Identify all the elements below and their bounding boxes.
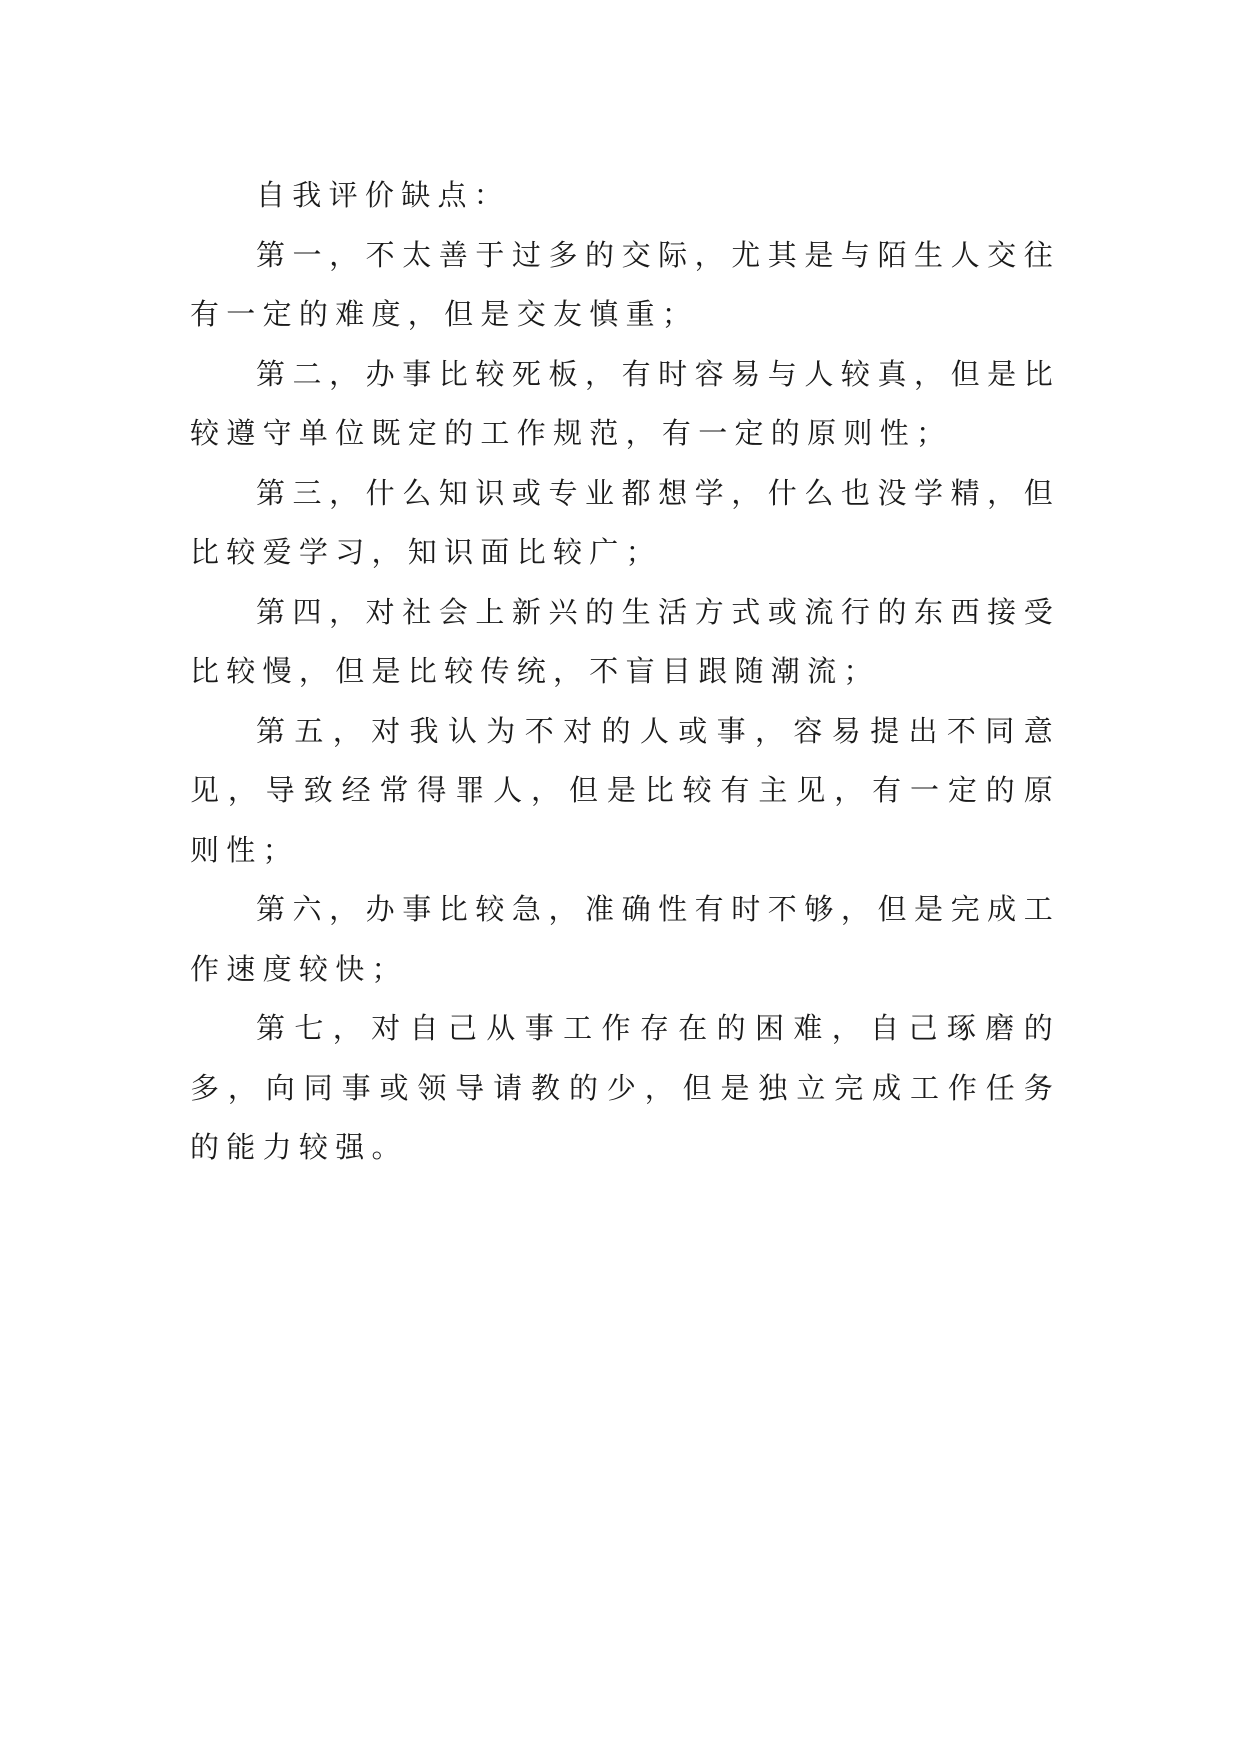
paragraph-3: 第三，什么知识或专业都想学，什么也没学精，但比较爱学习，知识面比较广； <box>190 475 1060 569</box>
paragraph-6: 第六，办事比较急，准确性有时不够，但是完成工作速度较快； <box>190 892 1060 986</box>
paragraph-2: 第二，办事比较死板，有时容易与人较真，但是比较遵守单位既定的工作规范，有一定的原则性； <box>190 356 1060 450</box>
paragraph-7: 第七，对自己从事工作存在的困难，自己琢磨的多，向同事或领导请教的少，但是独立完成工作任务的能力较强。 <box>190 1011 1060 1164</box>
paragraph-4: 第四，对社会上新兴的生活方式或流行的东西接受比较慢，但是比较传统，不盲目跟随潮流； <box>190 594 1060 688</box>
paragraph-5: 第五，对我认为不对的人或事，容易提出不同意见，导致经常得罪人，但是比较有主见，有一定的原则性； <box>190 713 1060 867</box>
paragraph-1: 第一，不太善于过多的交际，尤其是与陌生人交往有一定的难度，但是交友慎重； <box>190 237 1060 331</box>
section-heading: 自我评价缺点： <box>256 178 511 212</box>
document-body <box>190 166 1060 1178</box>
